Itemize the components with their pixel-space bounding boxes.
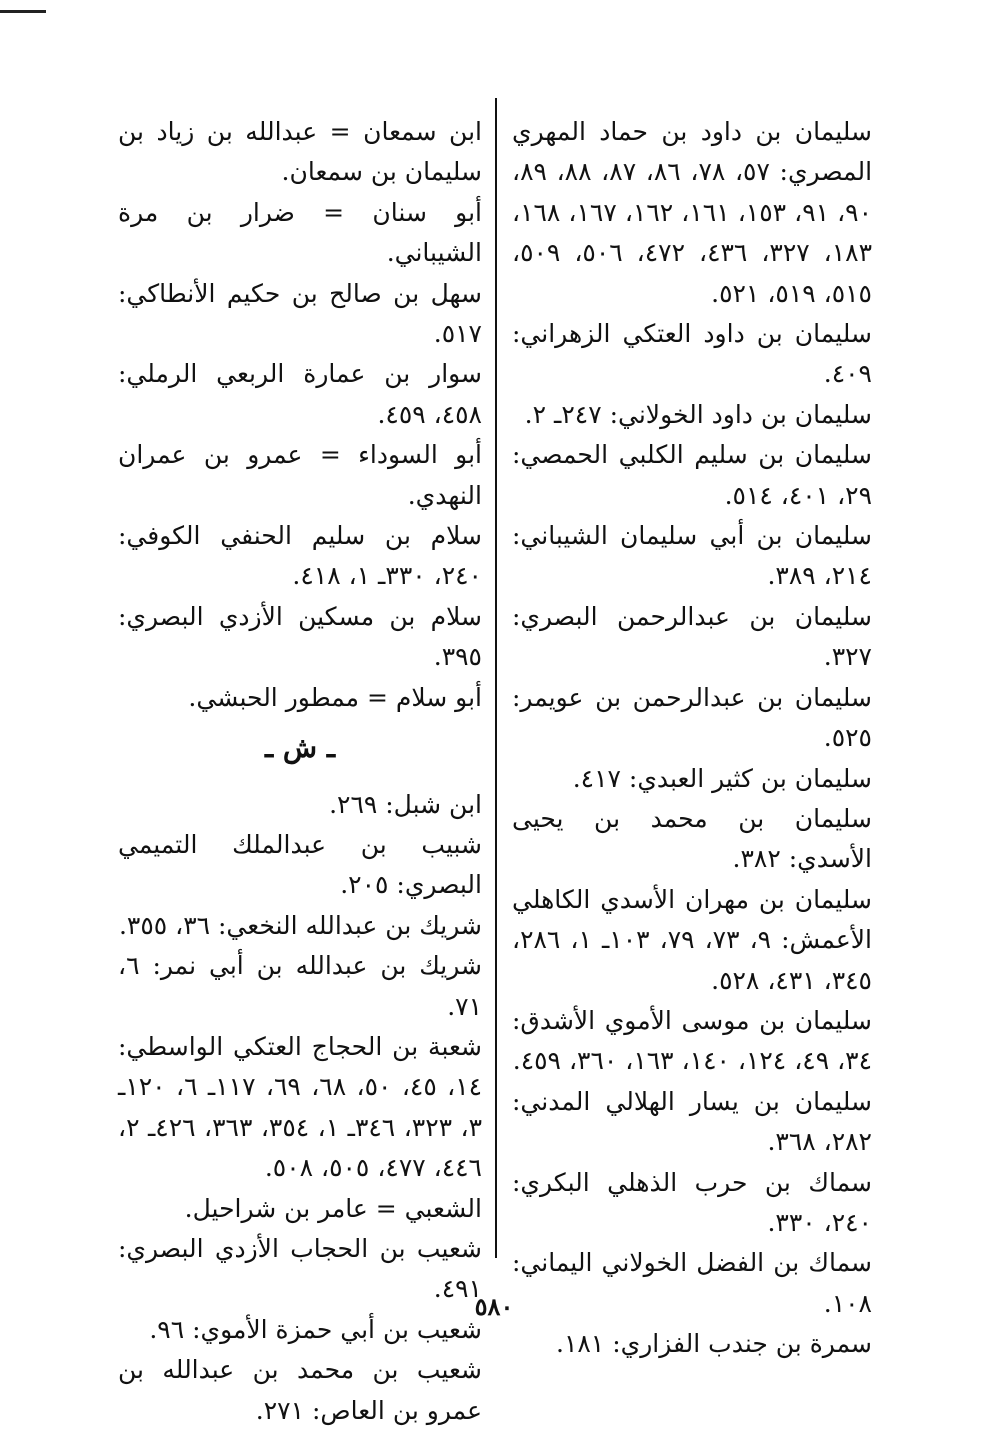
index-entry: سليمان بن عبدالرحمن البصري: ٣٢٧. bbox=[512, 601, 872, 672]
index-entry: سليمان بن سليم الكلبي الحمصي: ٢٩، ٤٠١، ٥١٤. bbox=[512, 440, 872, 510]
index-entry: سماك بن الفضل الخولاني اليماني: ١٠٨. bbox=[512, 1248, 872, 1318]
index-entry: شعيب بن محمد بن عبدالله بن عمرو بن العاص: ٢٧١. bbox=[118, 1355, 482, 1425]
index-entry: سلام بن سليم الحنفي الكوفي: ٢٤٠، ٣٣٠ـ ١، ٤١٨. bbox=[118, 521, 482, 591]
index-entry: شعيب بن الحجاب الأزدي البصري: ٤٩١. bbox=[118, 1233, 482, 1304]
index-entry: سليمان بن مهران الأسدي الكاهلي الأعمش: ٩، ٧٣، ٧٩، ١٠٣ـ ١، ٢٨٦، ٣٤٥، ٤٣١، ٥٢٨. bbox=[512, 884, 872, 995]
index-entry: ابن شبل: ٢٦٩. bbox=[329, 789, 482, 819]
index-entry: سماك بن حرب الذهلي البكري: ٢٤٠، ٣٣٠. bbox=[512, 1167, 872, 1237]
index-entry: سليمان بن عبدالرحمن بن عويمر: ٥٢٥. bbox=[512, 682, 872, 753]
section-letter-heading: ـ ش ـ bbox=[264, 731, 336, 765]
index-entry: شعيب بن أبي حمزة الأموي: ٩٦. bbox=[149, 1314, 482, 1344]
index-entry: أبو السوداء = عمرو بن عمران النهدي. bbox=[118, 440, 482, 510]
index-column-right bbox=[512, 112, 872, 1365]
index-entry: شبيب بن عبدالملك التميمي البصري: ٢٠٥. bbox=[118, 829, 482, 900]
index-entry: ابن سمعان = عبدالله بن زياد بن سليمان بن سمعان. bbox=[118, 117, 482, 187]
page-number: ٥٨٠ bbox=[474, 1292, 514, 1321]
index-entry: سليمان بن موسى الأموي الأشدق: ٣٤، ٤٩، ١٢٤، ١٤٠، ١٦٣، ٣٦٠، ٤٥٩. bbox=[512, 1005, 872, 1076]
scan-edge-mark bbox=[0, 10, 46, 13]
index-entry: سليمان بن أبي سليمان الشيباني: ٢١٤، ٣٨٩. bbox=[512, 521, 872, 591]
index-entry: شريك بن عبدالله النخعي: ٣٦، ٣٥٥. bbox=[118, 910, 482, 940]
column-divider bbox=[495, 98, 497, 1258]
index-entry: سوار بن عمارة الربعي الرملي: ٤٥٨، ٤٥٩. bbox=[118, 359, 482, 429]
index-entry: شريك بن عبدالله بن أبي نمر: ٦، ٧١. bbox=[118, 951, 482, 1021]
index-entry: سمرة بن جندب الفزاري: ١٨١. bbox=[556, 1329, 872, 1359]
index-entry: أبو سلام = ممطور الحبشي. bbox=[188, 682, 482, 712]
index-entry: الشعبي = عامر بن شراحيل. bbox=[184, 1193, 482, 1223]
index-entry: أبو سنان = ضرار بن مرة الشيباني. bbox=[118, 197, 482, 268]
index-entry: سهل بن صالح بن حكيم الأنطاكي: ٥١٧. bbox=[118, 278, 482, 349]
index-entry: سليمان بن داود الخولاني: ٢٤٧ـ ٢. bbox=[524, 399, 872, 429]
index-entry: سليمان بن يسار الهلالي المدني: ٢٨٢، ٣٦٨. bbox=[512, 1086, 872, 1157]
index-entry: سلام بن مسكين الأزدي البصري: ٣٩٥. bbox=[118, 601, 482, 672]
index-entry: شعبة بن الحجاج العتكي الواسطي: ١٤، ٤٥، ٥٠، ٦٨، ٦٩، ١١٧ـ ٦، ١٢٠ـ ٣، ٣٢٣، ٣٤٦ـ ١، ٣٥٤، ٣٦٣، ٤٢٦ـ ٢، ٤٤٦، ٤٧٧، ٥٠٥، ٥٠٨. bbox=[118, 1031, 483, 1183]
index-entry: سليمان بن داود بن حماد المهري المصري: ٥٧، ٧٨، ٨٦، ٨٧، ٨٨، ٨٩، ٩٠، ٩١، ١٥٣، ١٦١، ١٦٢، ١٦٧، ١٦٨، ١٨٣، ٣٢٧، ٤٣٦، ٤٧٢، ٥٠٦، ٥٠٩، ٥١٥، ٥١٩، ٥٢١. bbox=[512, 117, 873, 308]
index-column-left bbox=[118, 112, 482, 1431]
index-entry: سليمان بن كثير العبدي: ٤١٧. bbox=[572, 763, 872, 793]
index-entry: سليمان بن داود العتكي الزهراني: ٤٠٩. bbox=[512, 319, 872, 389]
index-entry: سليمان بن محمد بن يحيى الأسدي: ٣٨٢. bbox=[512, 803, 872, 874]
